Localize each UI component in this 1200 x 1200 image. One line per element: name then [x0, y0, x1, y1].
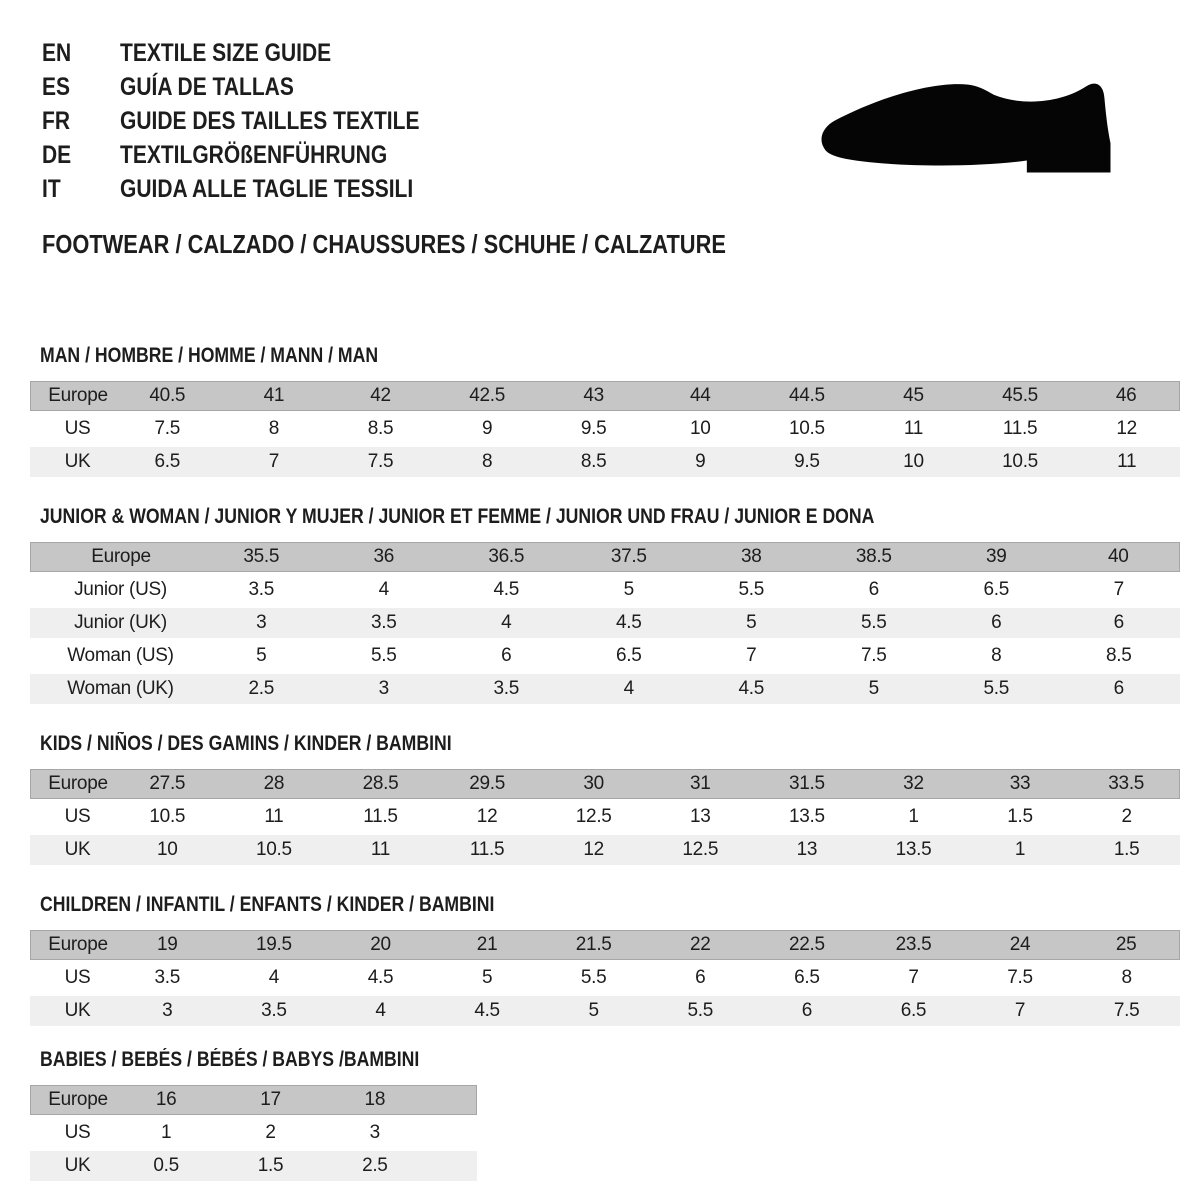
size-cell: 5.5: [647, 996, 754, 1026]
size-cell: 3.5: [221, 996, 328, 1026]
dress-shoe-icon: [800, 62, 1145, 196]
filler-cell: [427, 1118, 477, 1148]
size-cell: 1.5: [218, 1151, 322, 1181]
size-cell: 11: [1073, 447, 1180, 477]
size-cell: 4.5: [445, 575, 568, 605]
size-cell: 37.5: [568, 542, 691, 572]
size-cell: 8.5: [327, 414, 434, 444]
size-section: [30, 1049, 1180, 1184]
row-label: Europe: [30, 930, 114, 960]
size-cell: 42: [327, 381, 434, 411]
size-table: [30, 766, 1180, 868]
row-label: UK: [30, 447, 114, 477]
row-label: US: [30, 414, 114, 444]
size-cell: 36: [323, 542, 446, 572]
size-cell: 3.5: [445, 674, 568, 704]
table-row: [30, 802, 1180, 832]
size-cell: 6.5: [568, 641, 691, 671]
size-cell: 10: [860, 447, 967, 477]
table-row: [30, 835, 1180, 865]
size-cell: 2.5: [323, 1151, 427, 1181]
size-cell: 21.5: [540, 930, 647, 960]
size-cell: 20: [327, 930, 434, 960]
size-cell: 7: [690, 641, 813, 671]
language-code: EN: [42, 39, 72, 67]
language-code: IT: [42, 175, 61, 203]
size-cell: 41: [221, 381, 328, 411]
size-cell: 6.5: [754, 963, 861, 993]
size-table: [30, 927, 1180, 1029]
language-label: GUIDA ALLE TAGLIE TESSILI: [120, 175, 414, 203]
size-cell: 4.5: [690, 674, 813, 704]
size-cell: 4: [221, 963, 328, 993]
size-cell: 1: [114, 1118, 218, 1148]
size-cell: 38.5: [813, 542, 936, 572]
language-code: FR: [42, 107, 70, 135]
size-cell: 7.5: [967, 963, 1074, 993]
section-title: BABIES / BEBÉS / BÉBÉS / BABYS /BAMBINI: [40, 1048, 420, 1071]
row-label: US: [30, 963, 114, 993]
size-cell: 17: [218, 1085, 322, 1115]
filler-cell: [427, 1151, 477, 1181]
size-cell: 2.5: [200, 674, 323, 704]
size-cell: 11.5: [967, 414, 1074, 444]
size-cell: 8: [434, 447, 541, 477]
section-title: KIDS / NIÑOS / DES GAMINS / KINDER / BAMBINI: [40, 732, 452, 755]
size-cell: 3.5: [200, 575, 323, 605]
row-label: Europe: [30, 542, 200, 572]
size-cell: 8: [221, 414, 328, 444]
size-cell: 5.5: [323, 641, 446, 671]
size-cell: 7: [221, 447, 328, 477]
size-cell: 5.5: [690, 575, 813, 605]
language-label: GUIDE DES TAILLES TEXTILE: [120, 107, 420, 135]
size-cell: 10.5: [967, 447, 1074, 477]
size-cell: 24: [967, 930, 1074, 960]
size-cell: 28.5: [327, 769, 434, 799]
size-cell: 13.5: [754, 802, 861, 832]
size-cell: 3.5: [323, 608, 446, 638]
language-code: ES: [42, 73, 71, 101]
size-cell: 46: [1073, 381, 1180, 411]
table-row: [30, 674, 1180, 704]
size-cell: 9.5: [540, 414, 647, 444]
size-cell: 6: [1058, 608, 1181, 638]
row-label: US: [30, 802, 114, 832]
size-cell: 42.5: [434, 381, 541, 411]
size-cell: 13: [647, 802, 754, 832]
section-title: MAN / HOMBRE / HOMME / MANN / MAN: [40, 344, 379, 367]
size-cell: 16: [114, 1085, 218, 1115]
section-title: JUNIOR & WOMAN / JUNIOR Y MUJER / JUNIOR ET FEMME / JUNIOR UND FRAU / JUNIOR E DONA: [40, 505, 875, 528]
size-cell: 4: [327, 996, 434, 1026]
language-label: GUÍA DE TALLAS: [120, 73, 294, 101]
size-section: [30, 733, 1180, 868]
row-label: UK: [30, 835, 114, 865]
size-cell: 22.5: [754, 930, 861, 960]
size-cell: 25: [1073, 930, 1180, 960]
size-cell: 23.5: [860, 930, 967, 960]
table-row: [30, 575, 1180, 605]
size-cell: 4: [445, 608, 568, 638]
size-cell: 6.5: [114, 447, 221, 477]
size-cell: 3.5: [114, 963, 221, 993]
table-row: [30, 769, 1180, 799]
size-cell: 44: [647, 381, 754, 411]
size-cell: 11: [860, 414, 967, 444]
size-cell: 12.5: [540, 802, 647, 832]
size-cell: 31.5: [754, 769, 861, 799]
size-cell: 44.5: [754, 381, 861, 411]
language-label: TEXTILE SIZE GUIDE: [120, 39, 332, 67]
size-cell: 2: [1073, 802, 1180, 832]
size-cell: 39: [935, 542, 1058, 572]
table-row: [30, 1085, 477, 1115]
row-label: Europe: [30, 381, 114, 411]
size-cell: 6: [1058, 674, 1181, 704]
size-cell: 11.5: [434, 835, 541, 865]
size-cell: 40: [1058, 542, 1181, 572]
size-cell: 33.5: [1073, 769, 1180, 799]
size-cell: 11: [327, 835, 434, 865]
row-label: Europe: [30, 1085, 114, 1115]
size-cell: 45: [860, 381, 967, 411]
size-cell: 7: [860, 963, 967, 993]
size-cell: 40.5: [114, 381, 221, 411]
size-cell: 9.5: [754, 447, 861, 477]
size-cell: 38: [690, 542, 813, 572]
size-section: [30, 345, 1180, 480]
size-cell: 21: [434, 930, 541, 960]
size-cell: 18: [323, 1085, 427, 1115]
size-section: [30, 506, 1180, 707]
table-row: [30, 1151, 477, 1181]
size-cell: 1.5: [967, 802, 1074, 832]
size-cell: 1: [860, 802, 967, 832]
size-cell: 7.5: [114, 414, 221, 444]
size-cell: 45.5: [967, 381, 1074, 411]
size-cell: 32: [860, 769, 967, 799]
size-cell: 6: [754, 996, 861, 1026]
size-cell: 6.5: [935, 575, 1058, 605]
size-cell: 10.5: [114, 802, 221, 832]
row-label: Junior (US): [30, 575, 200, 605]
table-row: [30, 996, 1180, 1026]
size-cell: 12.5: [647, 835, 754, 865]
size-cell: 8.5: [1058, 641, 1181, 671]
row-label: Europe: [30, 769, 114, 799]
size-cell: 5.5: [935, 674, 1058, 704]
size-cell: 4.5: [568, 608, 691, 638]
size-cell: 5: [434, 963, 541, 993]
size-cell: 5: [813, 674, 936, 704]
size-cell: 13: [754, 835, 861, 865]
section-title: CHILDREN / INFANTIL / ENFANTS / KINDER / BAMBINI: [40, 893, 495, 916]
size-cell: 2: [218, 1118, 322, 1148]
table-row: [30, 963, 1180, 993]
size-sections: [30, 345, 1180, 1184]
size-cell: 43: [540, 381, 647, 411]
size-cell: 19.5: [221, 930, 328, 960]
size-cell: 5.5: [540, 963, 647, 993]
size-cell: 33: [967, 769, 1074, 799]
size-cell: 22: [647, 930, 754, 960]
size-cell: 8: [1073, 963, 1180, 993]
size-cell: 29.5: [434, 769, 541, 799]
size-cell: 11: [221, 802, 328, 832]
size-cell: 10: [114, 835, 221, 865]
size-cell: 4: [568, 674, 691, 704]
size-cell: 5: [540, 996, 647, 1026]
size-cell: 13.5: [860, 835, 967, 865]
size-table: [30, 378, 1180, 480]
size-cell: 7: [967, 996, 1074, 1026]
size-cell: 4: [323, 575, 446, 605]
size-cell: 7.5: [813, 641, 936, 671]
table-row: [30, 381, 1180, 411]
table-row: [30, 608, 1180, 638]
size-cell: 0.5: [114, 1151, 218, 1181]
size-cell: 3: [114, 996, 221, 1026]
size-cell: 12: [434, 802, 541, 832]
category-heading: FOOTWEAR / CALZADO / CHAUSSURES / SCHUHE / CALZATURE: [42, 229, 726, 259]
size-cell: 5.5: [813, 608, 936, 638]
language-label: TEXTILGRÖßENFÜHRUNG: [120, 141, 388, 169]
table-row: [30, 930, 1180, 960]
size-cell: 4.5: [327, 963, 434, 993]
table-row: [30, 1118, 477, 1148]
size-cell: 6: [813, 575, 936, 605]
size-cell: 12: [1073, 414, 1180, 444]
size-cell: 6: [935, 608, 1058, 638]
table-row: [30, 447, 1180, 477]
size-cell: 1: [967, 835, 1074, 865]
row-label: UK: [30, 996, 114, 1026]
size-cell: 7: [1058, 575, 1181, 605]
language-code: DE: [42, 141, 72, 169]
filler-cell: [427, 1085, 477, 1115]
size-cell: 28: [221, 769, 328, 799]
size-cell: 1.5: [1073, 835, 1180, 865]
row-label: US: [30, 1118, 114, 1148]
size-table: [30, 539, 1180, 707]
size-cell: 9: [434, 414, 541, 444]
size-cell: 11.5: [327, 802, 434, 832]
size-cell: 3: [200, 608, 323, 638]
size-cell: 4.5: [434, 996, 541, 1026]
size-cell: 5: [690, 608, 813, 638]
size-cell: 10.5: [221, 835, 328, 865]
size-cell: 9: [647, 447, 754, 477]
size-cell: 19: [114, 930, 221, 960]
size-cell: 6: [445, 641, 568, 671]
size-cell: 36.5: [445, 542, 568, 572]
size-cell: 8: [935, 641, 1058, 671]
size-cell: 10.5: [754, 414, 861, 444]
row-label: Junior (UK): [30, 608, 200, 638]
size-cell: 27.5: [114, 769, 221, 799]
table-row: [30, 641, 1180, 671]
size-cell: 10: [647, 414, 754, 444]
size-cell: 6: [647, 963, 754, 993]
size-section: [30, 894, 1180, 1029]
size-cell: 5: [568, 575, 691, 605]
size-cell: 8.5: [540, 447, 647, 477]
size-cell: 7.5: [327, 447, 434, 477]
table-row: [30, 542, 1180, 572]
size-cell: 12: [540, 835, 647, 865]
size-cell: 31: [647, 769, 754, 799]
table-row: [30, 414, 1180, 444]
size-cell: 30: [540, 769, 647, 799]
row-label: Woman (US): [30, 641, 200, 671]
size-cell: 3: [323, 1118, 427, 1148]
size-table: [30, 1082, 477, 1184]
row-label: Woman (UK): [30, 674, 200, 704]
size-cell: 3: [323, 674, 446, 704]
size-cell: 35.5: [200, 542, 323, 572]
size-cell: 5: [200, 641, 323, 671]
size-cell: 7.5: [1073, 996, 1180, 1026]
size-cell: 6.5: [860, 996, 967, 1026]
row-label: UK: [30, 1151, 114, 1181]
